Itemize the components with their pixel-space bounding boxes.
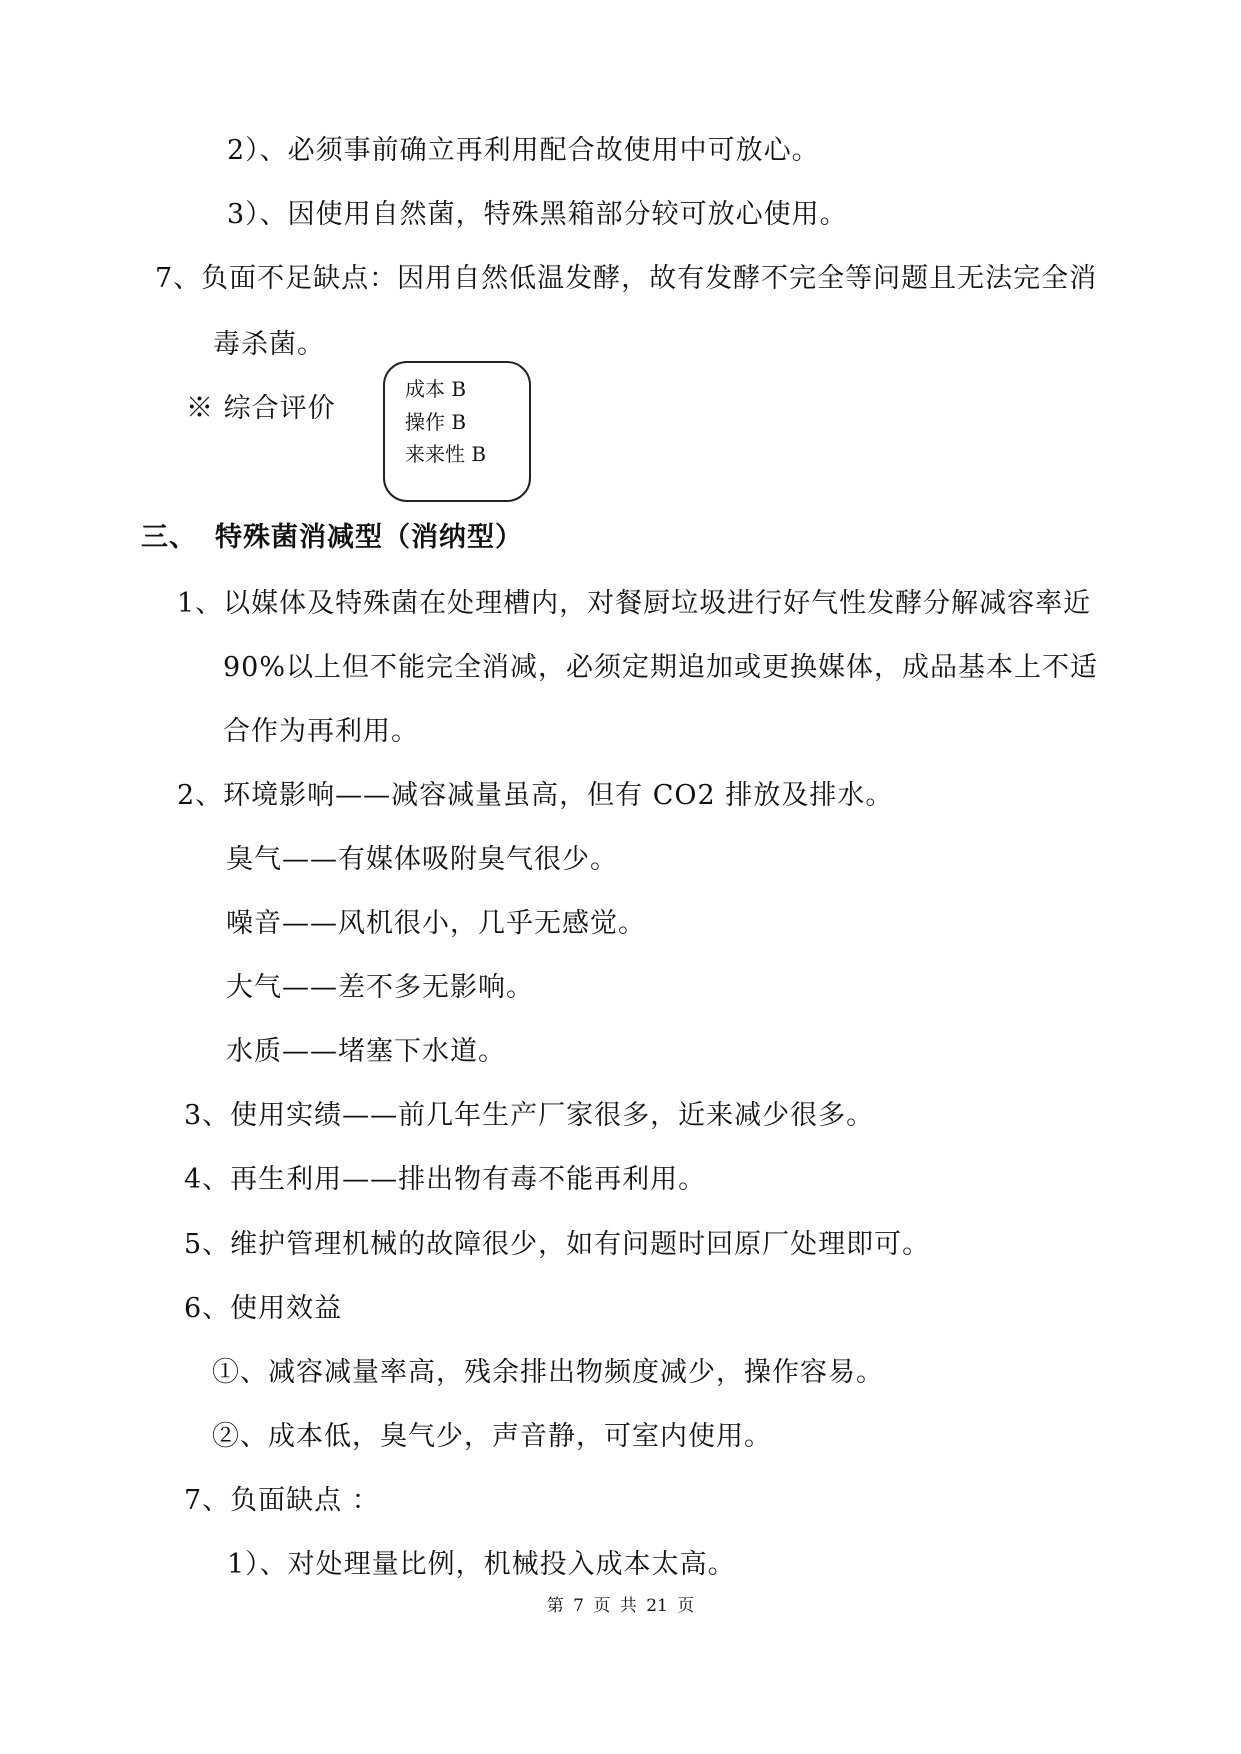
list-item: 6、使用效益	[184, 1293, 343, 1324]
list-item: 7、负面缺点 ：	[184, 1485, 380, 1516]
text-line: 毒杀菌。	[213, 329, 325, 360]
text-line: 3）、因使用自然菌，特殊黑箱部分较可放心使用。	[227, 199, 848, 230]
list-item: 4、再生利用——排出物有毒不能再利用。	[184, 1164, 707, 1195]
evaluation-future: 来来性 B	[405, 442, 487, 466]
section-title: 特殊菌消减型（消纳型）	[215, 522, 523, 553]
text-line: 2）、必须事前确立再利用配合故使用中可放心。	[227, 135, 820, 166]
list-item: 3、使用实绩——前几年生产厂家很多，近来减少很多。	[184, 1100, 875, 1131]
sub-item: 水质——堵塞下水道。	[226, 1036, 506, 1067]
evaluation-label: ※ 综合评价	[186, 393, 336, 424]
sub-item: ①、减容减量率高，残余排出物频度减少，操作容易。	[212, 1357, 884, 1388]
section-number: 三、	[141, 522, 197, 553]
sub-item: ②、成本低，臭气少，声音静，可室内使用。	[212, 1421, 772, 1452]
evaluation-box	[383, 361, 531, 502]
page-footer: 第 7 页 共 21 页	[546, 1596, 695, 1616]
evaluation-operation: 操作 B	[405, 410, 467, 434]
evaluation-cost: 成本 B	[405, 377, 467, 401]
section-heading	[141, 521, 523, 555]
list-item: 5、维护管理机械的故障很少，如有问题时回原厂处理即可。	[184, 1229, 931, 1260]
list-item-continued: 90%以上但不能完全消减，必须定期追加或更换媒体，成品基本上不适	[223, 652, 1099, 683]
text-line: 7、负面不足缺点：因用自然低温发酵，故有发酵不完全等问题且无法完全消	[155, 263, 1098, 294]
sub-item: 臭气——有媒体吸附臭气很少。	[226, 844, 618, 875]
list-item-continued: 合作为再利用。	[223, 716, 419, 747]
list-item: 2、环境影响——减容减量虽高，但有 CO2 排放及排水。	[177, 780, 894, 811]
sub-item: 噪音——风机很小，几乎无感觉。	[226, 908, 646, 939]
list-item: 1、以媒体及特殊菌在处理槽内，对餐厨垃圾进行好气性发酵分解减容率近	[177, 588, 1092, 619]
sub-item: 1）、对处理量比例，机械投入成本太高。	[227, 1549, 736, 1580]
sub-item: 大气——差不多无影响。	[226, 972, 534, 1003]
